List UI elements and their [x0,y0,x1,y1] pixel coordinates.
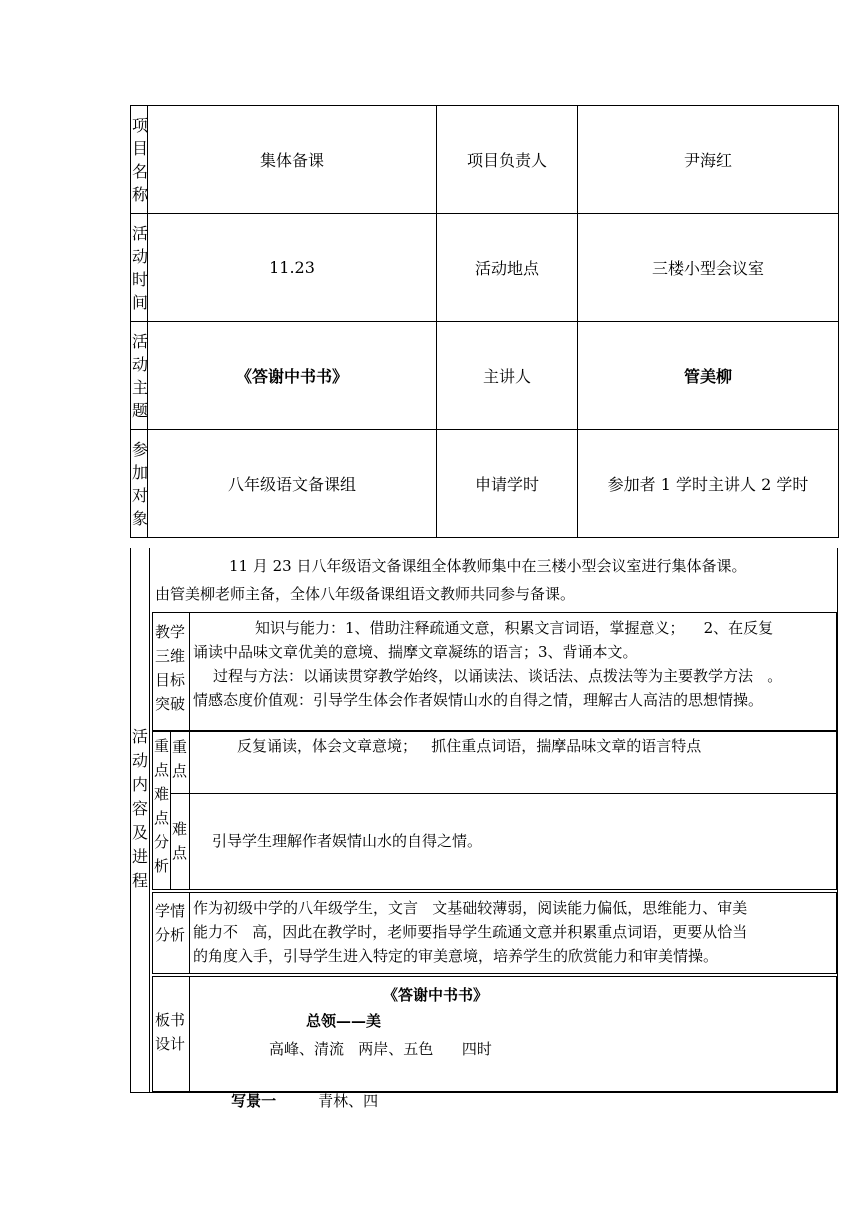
key-label-cell [171,731,190,794]
table-row [131,430,839,538]
board-box [152,976,837,1110]
learners-text [193,896,835,968]
goals-line: 知识与能力：1、借助注释疏通文意，积累文言词语，掌握意义； 2、在反复 [255,619,774,637]
learners-label: 学情分析 [155,902,186,944]
board-label-cell [153,977,190,1091]
learners-line: 作为初级中学的八年级学生，文言 文基础较薄弱，阅读能力偏低，思维能力、审美 [193,899,748,917]
board-line-rest: 青林、四 [318,1092,379,1110]
table-row [131,322,839,430]
row-field-value: 参加者 1 学时主讲人 2 学时 [578,430,839,538]
diff-label: 难点 [172,820,188,862]
activity-intro [155,552,835,608]
row-label: 项目名称 [131,106,148,214]
goals-line: 过程与方法：以诵读贯穿教学始终，以诵读法、谈话法、点拨法等为主要教学方法 。 [213,667,783,685]
row-value: 11.23 [148,214,437,322]
learners-box [152,892,837,974]
intro-line: 由管美柳老师主备，全体八年级备课组语文教师共同参与备课。 [155,585,576,603]
goals-label-cell [153,613,190,731]
learners-line: 能力不 高，因此在教学时，老师要指导学生疏通文意并积累重点词语，更要从恰当 [193,923,748,941]
learners-label-cell [153,893,190,973]
row-field-label: 申请学时 [437,430,578,538]
goals-text [193,616,835,712]
learners-line: 的角度入手，引导学生进入特定的审美意境，培养学生的欣赏能力和审美情操。 [193,947,719,965]
activity-label: 活动内容及进程 [132,727,149,890]
board-line-bold: 写景一 [231,1092,277,1110]
row-field-label: 主讲人 [437,322,578,430]
board-label: 板书设计 [155,1011,186,1053]
key-text: 反复诵读，体会文章意境； 抓住重点词语，揣摩品味文章的语言特点 [237,737,702,755]
row-label: 参加对象 [131,430,148,538]
table-row [131,106,839,214]
activity-section [130,548,838,1110]
keypoints-box [152,730,837,890]
goals-box [152,612,837,732]
row-field-label: 活动地点 [437,214,578,322]
board-line: 总领——美 [306,1012,382,1030]
row-label: 活动主题 [131,322,148,430]
goals-line: 情感态度价值观：引导学生体会作者娱情山水的自得之情，理解古人高洁的思想情操。 [193,691,764,709]
row-field-label: 项目负责人 [437,106,578,214]
table-row [131,214,839,322]
keypoints-outer-label: 重点难点分析 [154,737,170,875]
goals-label: 教学三维目标突破 [155,623,186,713]
diff-label-cell [171,793,190,889]
project-info-table [130,105,839,538]
divider [189,793,836,794]
board-title: 《答谢中书书》 [383,986,489,1004]
row-field-value: 管美柳 [578,322,839,430]
row-field-value: 三楼小型会议室 [578,214,839,322]
diff-text: 引导学生理解作者娱情山水的自得之情。 [212,832,483,850]
key-label: 重点 [172,738,188,780]
intro-line: 11 月 23 日八年级语文备课组全体教师集中在三楼小型会议室进行集体备课。 [229,557,747,575]
row-value: 八年级语文备课组 [148,430,437,538]
row-value: 《答谢中书书》 [148,322,437,430]
row-value: 集体备课 [148,106,437,214]
row-label: 活动时间 [131,214,148,322]
board-line [193,1065,378,1137]
keypoints-outer-label-cell [153,731,171,889]
board-line: 高峰、清流 两岸、五色 四时 [269,1040,492,1058]
goals-line: 诵读中品味文章优美的意境、揣摩文章凝练的语言；3、背诵本文。 [193,643,638,661]
row-field-value: 尹海红 [578,106,839,214]
